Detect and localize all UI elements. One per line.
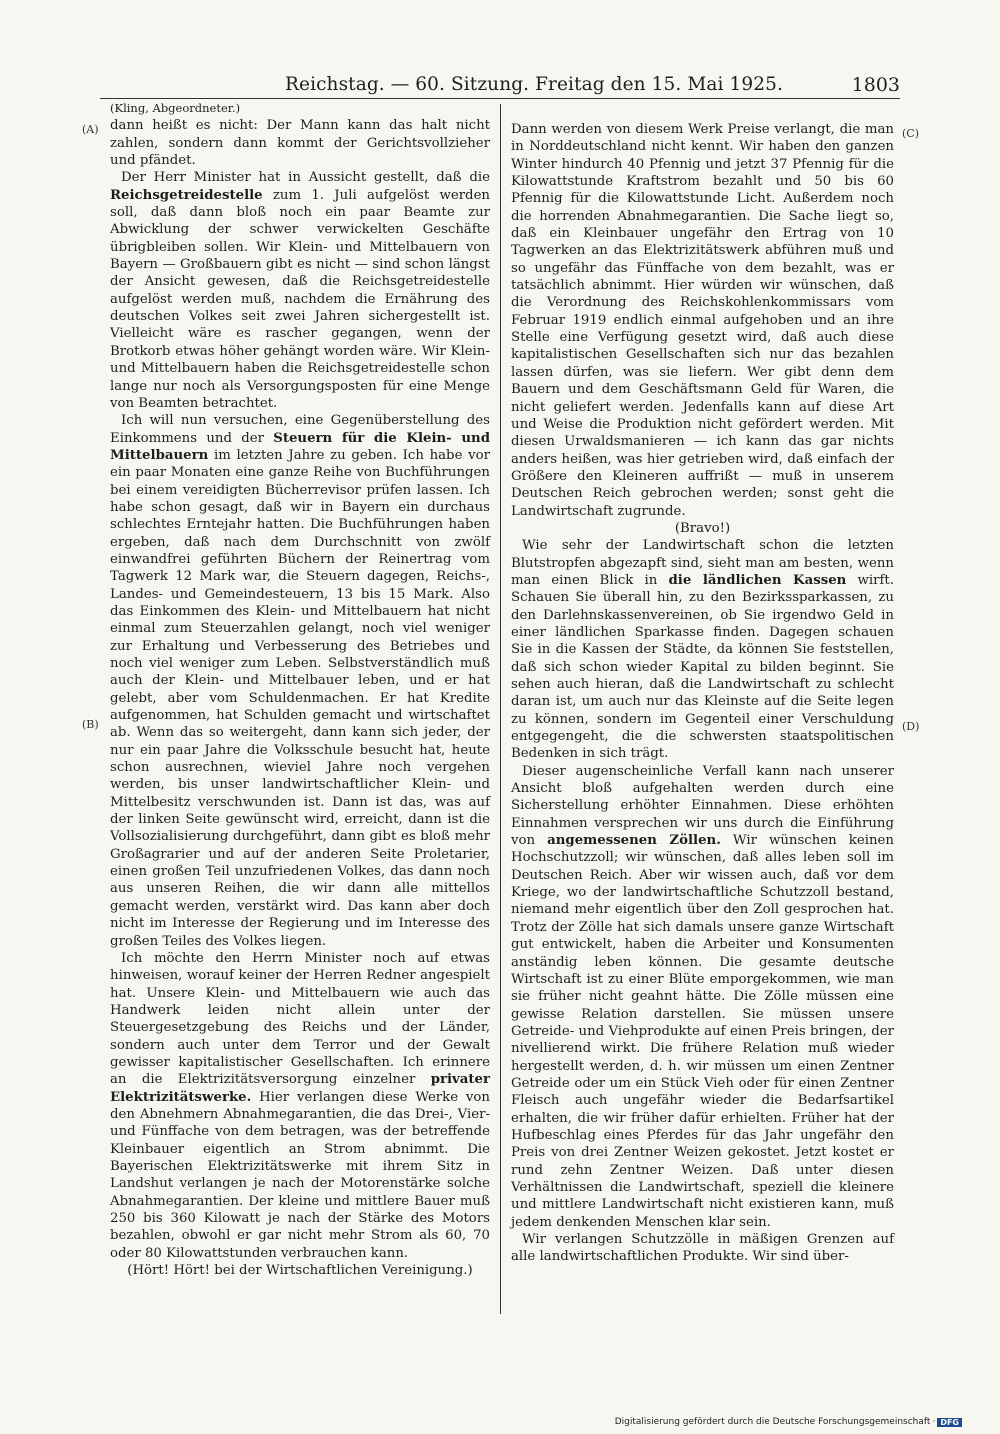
emphasis-text: Reichsgetreidestelle	[110, 187, 263, 203]
paragraph	[511, 763, 894, 1231]
footer-text: Digitalisierung gefördert durch die Deutsche Forschungsgemeinschaft	[614, 1417, 931, 1427]
paragraph-text: Ich möchte den Herrn Minister noch auf etwas hinweisen, worauf keiner der Herren Redner angespielt hat. Unsere Klein- und Mittelbauern wie auch das Handwerk leiden nicht allein unter der Steuergesetzgebung des Reichs und der Länder, sondern auch unter dem Terror und der Gewalt gewisser kapitalistischer Gesellschaften. Ich erinnere an die Elektrizitätsversorgung einzelner	[110, 950, 490, 1088]
running-title: Reichstag. — 60. Sitzung. Freitag den 15. Mai 1925.	[285, 74, 783, 95]
emphasis-text: privater Elektrizitätswerke.	[110, 1072, 490, 1105]
dfg-logo: DFG	[937, 1418, 962, 1427]
speaker-label: (Kling, Abgeordneter.)	[110, 101, 241, 115]
interjection: (Bravo!)	[674, 520, 731, 536]
paragraph	[110, 169, 490, 412]
margin-marker-a: (A)	[82, 123, 99, 136]
interjection: (Hört! Hört! bei der Wirtschaftlichen Vereinigung.)	[127, 1263, 473, 1279]
paragraph	[110, 117, 490, 169]
right-column	[511, 121, 894, 1266]
paragraph-text: im letzten Jahre zu geben. Ich habe vor ein paar Monaten eine ganze Reihe von Buchführungen bei einem vereidigten Bücherrevisor prüfen lassen. Ich habe schon gesagt, daß wir in Bayern ein durchaus schlechtes Erntejahr hatten. Die Buchführungen haben ergeben, daß nach dem Durchschnitt von zwölf einwandfrei geführten Büchern der Reinertrag vom Tagwerk 12 Mark war, die Steuern dagegen, Reichs-, Landes- und Gemeindesteuern, 13 bis 15 Mark. Also das Einkommen des Klein- und Mittelbauern hat nicht einmal zum Steuerzahlen gelangt, noch viel weniger zur Erhaltung und Verbesserung des Betriebes und noch viel weniger zum Leben. Selbstverständlich muß auch der Klein- und Mittelbauer leben, und er hat gelebt, aber vom Schuldenmachen. Er hat Kredite aufgenommen, hat Schulden gemacht und wirtschaftet ab. Wenn das so weitergeht, dann kann sich jeder, der nur ein paar Jahre die Volksschule besucht hat, heute schon ausrechnen, wieviel Jahre noch vergehen werden, bis unser landwirtschaftlicher Klein- und Mittelbesitz verschwunden ist. Dann ist das, was auf der linken Seite gewünscht wird, erreicht, dann ist die Vollsozialisierung durchgeführt, dann gibt es bloß mehr Großagrarier und auf der anderen Seite Proletarier, einen großen Teil unzufriedenen Volkes, das dann noch aus unseren Reihen, die wir dann alle mittellos gemacht werden, verstärkt wird. Das kann aber doch nicht im Interesse der Regierung und im Interesse des großen Teiles des Volkes liegen.	[110, 447, 490, 949]
paragraph-text: Hier verlangen diese Werke von den Abnehmern Abnahmegarantien, die das Drei-, Vier- und Fünffache von dem betragen, was der betreffende Kleinbauer eigentlich an Strom abnimmt. Die Bayerischen Elektrizitätswerke mit ihrem Sitz in Landshut verlangen je nach der Motorenstärke solche Abnahmegarantien. Der kleine und mittlere Bauer muß 250 bis 360 Kilowatt je nach der Stärke des Motors bezahlen, obwohl er gar nicht mehr Strom als 60, 70 oder 80 Kilowattstunden verbrauchen kann.	[110, 1089, 490, 1261]
paragraph-text: Wie sehr der Landwirtschaft schon die letzten Blutstropfen abgezapft sind, sieht man am besten, wenn man einen Blick in	[511, 538, 894, 588]
paragraph-text: dann heißt es nicht: Der Mann kann das halt nicht zahlen, sondern dann kommt der Gerichtsvollzieher und pfändet.	[110, 118, 490, 169]
paragraph	[511, 537, 894, 762]
footer	[615, 1417, 962, 1427]
header-rule	[100, 98, 900, 99]
paragraph	[110, 412, 490, 950]
column-divider	[500, 104, 501, 1314]
left-column	[110, 100, 490, 1279]
page-header	[100, 74, 900, 100]
emphasis-text: die ländlichen Kassen	[668, 572, 847, 588]
paragraph-text: zum 1. Juli aufgelöst werden soll, daß dann bloß noch ein paar Beamte zur Abwicklung der schwer verwickelten Geschäfte übrigbleiben sollen. Wir Klein- und Mittelbauern von Bayern — Großbauern gibt es nicht — sind schon längst der Ansicht gewesen, daß die Reichsgetreidestelle aufgelöst werden muß, nachdem die Ernährung des deutschen Volkes seit zwei Jahren sichergestellt ist. Vielleicht wäre es rascher gegangen, wenn der Brotkorb etwas höher gehängt worden wäre. Wir Klein- und Mittelbauern haben die Reichsgetreidestelle schon lange nur noch als Versorgungsposten für eine Menge von Beamten betrachtet.	[110, 187, 490, 411]
separator-dot: ·	[932, 1417, 936, 1427]
margin-marker-d: (D)	[902, 720, 920, 733]
paragraph-text: Wir wünschen keinen Hochschutzzoll; wir wünschen, daß alles leben soll im Deutschen Reich. Aber wir wissen auch, daß vor dem Kriege, wo der landwirtschaftliche Schutzzoll bestand, niemand mehr eigentlich über den Zoll gesprochen hat. Trotz der Zölle hat sich damals unsere ganze Wirtschaft gut entwickelt, haben die Arbeiter und Konsumenten anständig leben können. Die gesamte deutsche Wirtschaft ist zu einer Blüte emporgekommen, wie man sie früher nicht geahnt hätte. Die Zölle müssen eine gewisse Relation darstellen. Sie müssen unsere Getreide- und Viehprodukte auf einen Preis bringen, der nivellierend wirkt. Die frühere Relation muß wieder hergestellt werden, d. h. wir müssen um einen Zentner Getreide oder um ein Stück Vieh oder für einen Zentner Fleisch auch ungefähr wieder die Bedarfsartikel erhalten, die wir früher dafür erhielten. Früher hat der Hufbeschlag eines Pferdes für das Jahr ungefähr den Preis von drei Zentner Weizen gekostet. Jetzt kostet er rund zehn Zentner Weizen. Daß unter diesen Verhältnissen die Landwirtschaft, speziell die kleinere und mittlere Landwirtschaft nicht existieren kann, muß jedem denkenden Menschen klar sein.	[511, 833, 894, 1230]
paragraph-text: Der Herr Minister hat in Aussicht gestellt, daß die	[121, 170, 490, 186]
margin-marker-b: (B)	[82, 718, 99, 731]
page-number: 1803	[851, 74, 900, 96]
paragraph-text: wirft. Schauen Sie überall hin, zu den Bezirkssparkassen, zu den Darlehnskassenvereinen, ob Sie irgendwo Geld in einer ländlichen Sparkasse finden. Dagegen schauen Sie in die Kassen der Städte, da können Sie feststellen, daß sich schon wieder Kapital zu bilden beginnt. Sie sehen auch hieran, daß die Landwirtschaft zu schlecht daran ist, um auch nur das Kleinste auf die Seite legen zu können, sondern im Gegenteil einer Verschuldung entgegengeht, die die schwersten staatspolitischen Bedenken in sich trägt.	[511, 572, 894, 762]
paragraph: Wir verlangen Schutzzölle in mäßigen Grenzen auf alle landwirtschaftlichen Produkte. Wir sind über-	[511, 1232, 894, 1265]
paragraph-text: Ich will nun versuchen, eine Gegenüberstellung des Einkommens und der	[110, 413, 490, 446]
margin-marker-c: (C)	[902, 127, 919, 140]
paragraph	[110, 950, 490, 1262]
emphasis-text: Steuern für die Klein- und Mittelbauern	[110, 430, 490, 463]
emphasis-text: angemessenen Zöllen.	[547, 833, 721, 849]
paragraph-text: Dieser augenscheinliche Verfall kann nach unserer Ansicht bloß aufgehalten werden durch eine Sicherstellung erhöhter Einnahmen. Diese erhöhten Einnahmen versprechen wir uns durch die Einführung von	[511, 763, 894, 849]
paragraph: Dann werden von diesem Werk Preise verlangt, die man in Norddeutschland nicht kennt. Wir haben den ganzen Winter hindurch 40 Pfennig und jetzt 37 Pfennig für die Kilowattstunde Kraftstrom bezahlt und 50 bis 60 Pfennig für die Kilowattstunde Licht. Außerdem noch die horrenden Abnahmegarantien. Die Sache liegt so, daß ein Kleinbauer ungefähr den Ertrag von 10 Tagwerken an das Elektrizitätswerk abführen muß und so ungefähr das Fünffache von dem bezahlt, was er tatsächlich abnimmt. Hier würden wir wünschen, daß die Verordnung des Reichskohlenkommissars vom Februar 1919 endlich einmal aufgehoben und an ihre Stelle eine Verfügung gesetzt wird, daß auch diese kapitalistischen Gesellschaften sich nur das bezahlen lassen dürfen, was sie liefern. Wer gibt denn dem Bauern und dem Geschäftsmann Geld für Waren, die nicht geliefert werden. Jedenfalls kann auf diese Art und Weise die Produktion nicht gefördert werden. Mit diesen Urwaldsmanieren — ich kann das gar nichts anders heißen, was hier getrieben wird, daß einfach der Größere den Kleineren auffrißt — muß in unserem Deutschen Reich gebrochen werden; sonst geht die Landwirtschaft zugrunde.	[511, 122, 894, 519]
